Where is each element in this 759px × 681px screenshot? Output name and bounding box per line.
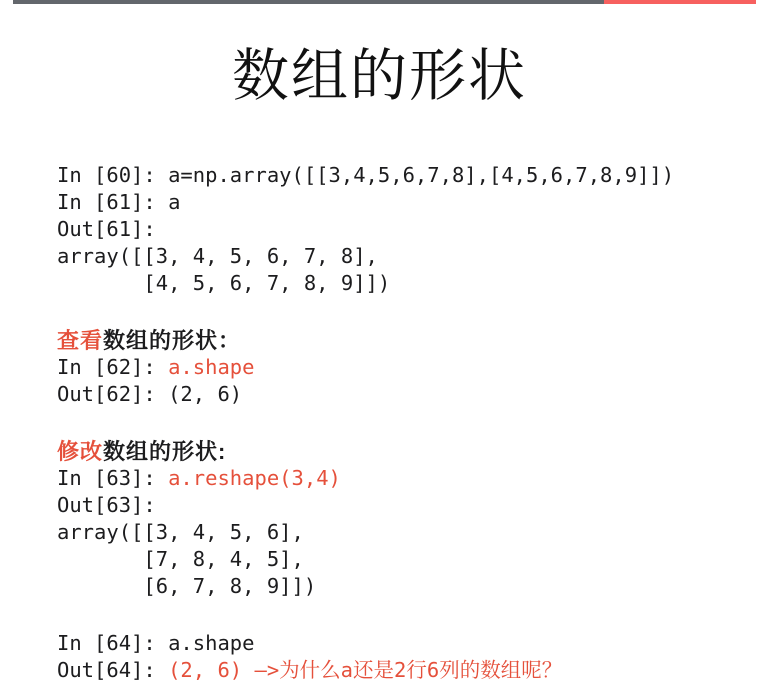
code-line [57,189,739,216]
section-heading [57,438,739,465]
code-segment: 数组的形状: [103,439,227,464]
code-segment: 数组的形状： [103,328,242,353]
code-block [57,438,739,600]
code-line [57,630,739,657]
top-bar-red-segment [604,0,756,4]
code-line [57,381,739,408]
code-segment-red: 查看 [57,328,104,353]
page-title: 数组的形状 [232,44,527,108]
code-block [57,162,739,297]
section-heading [57,327,739,354]
code-segment-red: a.shape [168,355,255,379]
code-line [57,519,739,546]
code-segment: Out[63]: [57,493,156,517]
code-segment: In [61]: a [57,190,181,214]
code-block [57,630,739,681]
code-segment: Out[64]: [57,658,169,681]
code-area [57,162,739,681]
code-line [57,270,739,297]
code-segment: In [60]: a=np.array([[3,4,5,6,7,8],[4,5,6,7,8,9]]) [57,163,675,187]
code-line [57,243,739,270]
code-block [57,327,739,408]
code-line [57,354,739,381]
code-segment: In [63]: [57,466,169,490]
code-line [57,546,739,573]
top-accent-bar [13,0,756,4]
code-line [57,657,739,681]
code-segment-red: (2, 6) —>为什么a还是2行6列的数组呢？ [168,658,563,681]
code-segment: In [64]: a.shape [57,631,255,655]
top-bar-gray-segment [13,0,604,4]
code-segment: Out[62]: (2, 6) [57,382,243,406]
code-segment-red: 修改 [57,439,104,464]
code-segment: Out[61]: [57,217,156,241]
code-segment: In [62]: [57,355,169,379]
code-segment-red: a.reshape(3,4) [168,466,341,490]
code-line [57,216,739,243]
code-line [57,573,739,600]
code-segment: [7, 8, 4, 5], [57,547,304,571]
code-segment: [4, 5, 6, 7, 8, 9]]) [57,271,391,295]
code-segment: array([[3, 4, 5, 6, 7, 8], [57,244,378,268]
code-line [57,492,739,519]
code-line [57,162,739,189]
code-segment: array([[3, 4, 5, 6], [57,520,304,544]
code-segment: [6, 7, 8, 9]]) [57,574,317,598]
code-line [57,465,739,492]
